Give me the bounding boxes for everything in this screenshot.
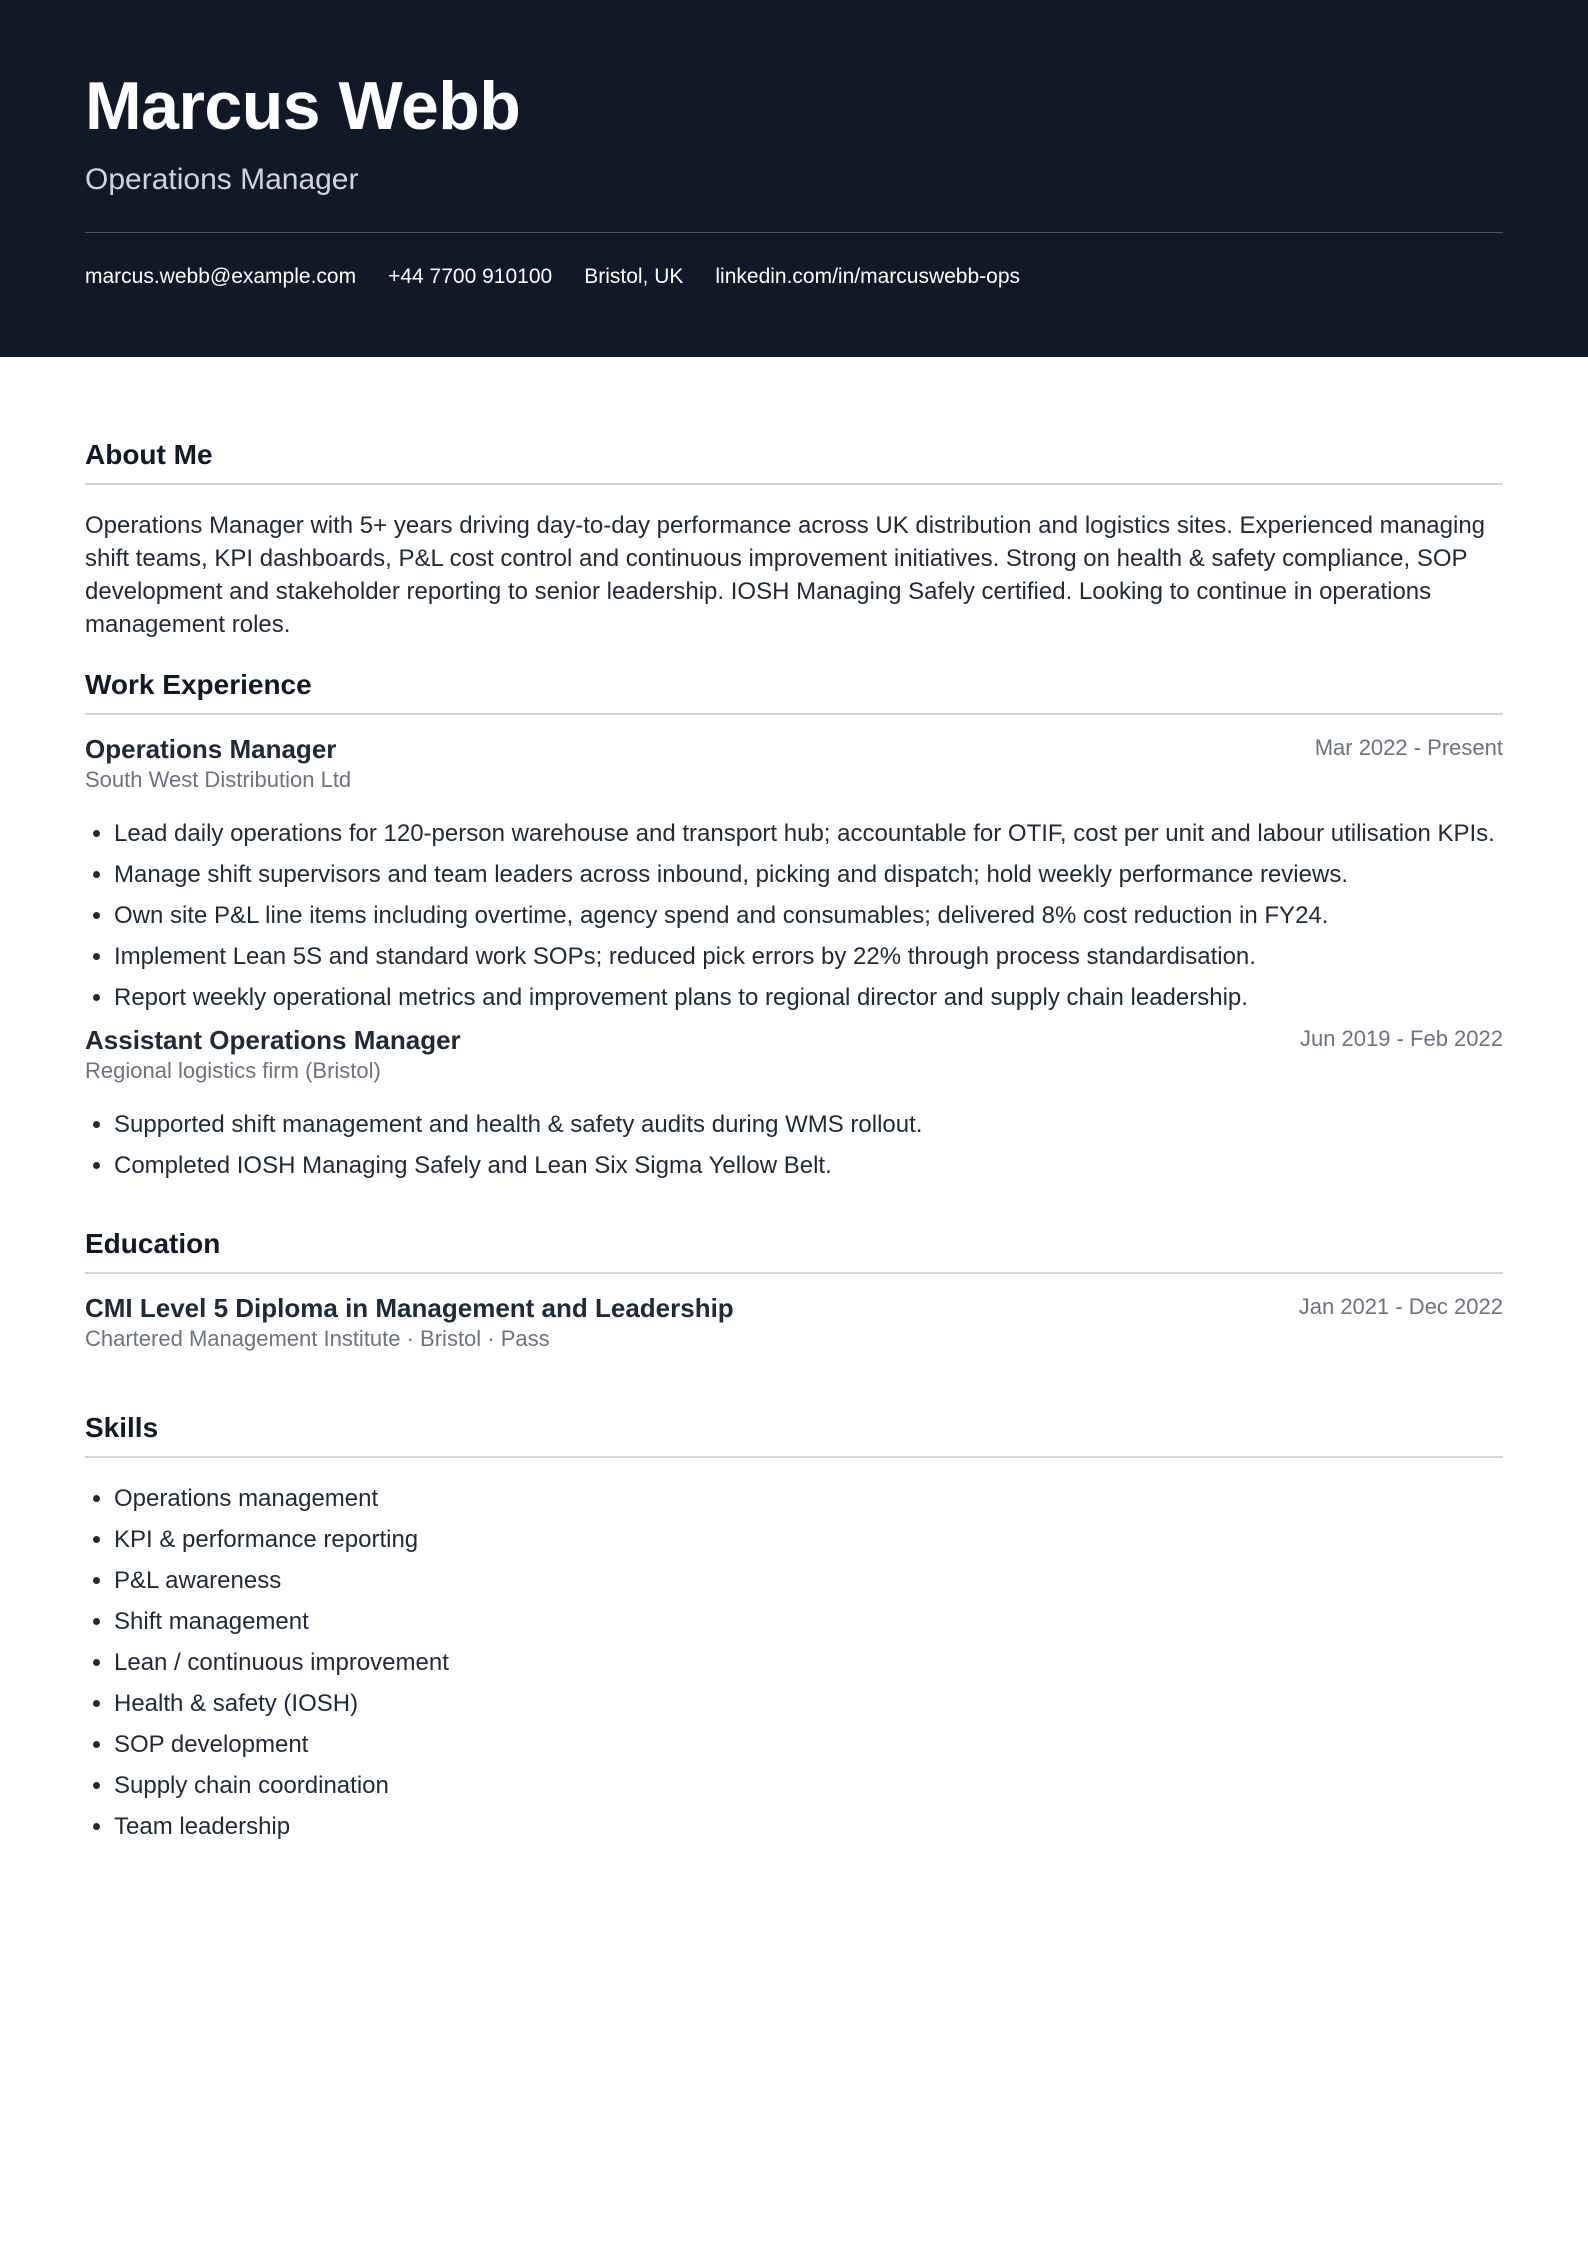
job-dates: Mar 2022 - Present <box>1314 735 1503 760</box>
work-section <box>85 667 1503 1182</box>
candidate-name: Marcus Webb <box>85 68 521 144</box>
job-bullet: • Manage shift supervisors and team leaders across inbound, picking and dispatch; hold weekly performance reviews. <box>114 858 1503 891</box>
education-title: CMI Level 5 Diploma in Management and Leadership <box>85 1293 734 1323</box>
job-dates: Jun 2019 - Feb 2022 <box>1299 1026 1503 1051</box>
job-title: Operations Manager <box>85 734 337 764</box>
skill-item: • Team leadership <box>114 1810 1503 1843</box>
job-bullet: • Report weekly operational metrics and improvement plans to regional director and supply chain leadership. <box>114 981 1503 1014</box>
job-bullets <box>85 817 1503 1014</box>
job-bullet: • Own site P&L line items including overtime, agency spend and consumables; delivered 8% cost reduction in FY24. <box>114 899 1503 932</box>
job-bullet: • Implement Lean 5S and standard work SOPs; reduced pick errors by 22% through process standardisation. <box>114 940 1503 973</box>
job-entry-header <box>85 1024 1503 1056</box>
job-bullet: • Lead daily operations for 120-person warehouse and transport hub; accountable for OTIF, cost per unit and labour utilisation KPIs. <box>114 817 1503 850</box>
skill-item: • Health & safety (IOSH) <box>114 1687 1503 1720</box>
education-entry-header <box>85 1292 1503 1324</box>
section-title-education: Education <box>85 1228 221 1259</box>
education-institution: Chartered Management Institute · Bristol · Pass <box>85 1326 550 1351</box>
contact-phone[interactable]: +44 7700 910100 <box>388 265 553 288</box>
candidate-role: Operations Manager <box>85 163 359 196</box>
section-divider <box>85 1456 1503 1458</box>
section-divider <box>85 483 1503 485</box>
section-divider <box>85 1272 1503 1274</box>
contact-email[interactable]: marcus.webb@example.com <box>85 265 357 288</box>
section-title-about: About Me <box>85 439 213 470</box>
job-entry-header <box>85 733 1503 765</box>
section-divider <box>85 713 1503 715</box>
header-divider <box>85 232 1503 233</box>
job-company: South West Distribution Ltd <box>85 767 352 792</box>
contact-linkedin[interactable]: linkedin.com/in/marcuswebb-ops <box>715 265 1021 288</box>
skill-item: • Supply chain coordination <box>114 1769 1503 1802</box>
about-section <box>85 437 1503 641</box>
education-dates: Jan 2021 - Dec 2022 <box>1298 1294 1503 1319</box>
section-title-skills: Skills <box>85 1412 159 1443</box>
job-title: Assistant Operations Manager <box>85 1025 461 1055</box>
skill-item: • KPI & performance reporting <box>114 1523 1503 1556</box>
job-bullet: • Supported shift management and health & safety audits during WMS rollout. <box>114 1108 1503 1141</box>
contact-row <box>85 263 1503 291</box>
job-bullets <box>85 1108 1503 1182</box>
job-bullet: • Completed IOSH Managing Safely and Lean Six Sigma Yellow Belt. <box>114 1149 1503 1182</box>
education-section <box>85 1226 1503 1354</box>
skill-item: • Operations management <box>114 1482 1503 1515</box>
skills-list <box>85 1482 1503 1843</box>
skill-item: • Lean / continuous improvement <box>114 1646 1503 1679</box>
resume-header <box>0 0 1588 357</box>
education-entry <box>85 1292 1503 1354</box>
job-entry <box>85 733 1503 1014</box>
about-text: Operations Manager with 5+ years driving day-to-day performance across UK distribution and logistics sites. Experienced managing shift teams, KPI dashboards, P&L cost control and continuous improvement initiatives. Strong on health & safety compliance, SOP development and stakeholder reporting to senior leadership. IOSH Managing Safely certified. Looking to continue in operations management roles. <box>85 512 1486 638</box>
contact-location: Bristol, UK <box>584 265 684 288</box>
job-entry <box>85 1024 1503 1182</box>
resume-body <box>0 437 1588 1843</box>
job-company: Regional logistics firm (Bristol) <box>85 1058 381 1083</box>
skill-item: • P&L awareness <box>114 1564 1503 1597</box>
skills-section <box>85 1410 1503 1843</box>
section-title-work: Work Experience <box>85 669 312 700</box>
skill-item: • Shift management <box>114 1605 1503 1638</box>
skill-item: • SOP development <box>114 1728 1503 1761</box>
